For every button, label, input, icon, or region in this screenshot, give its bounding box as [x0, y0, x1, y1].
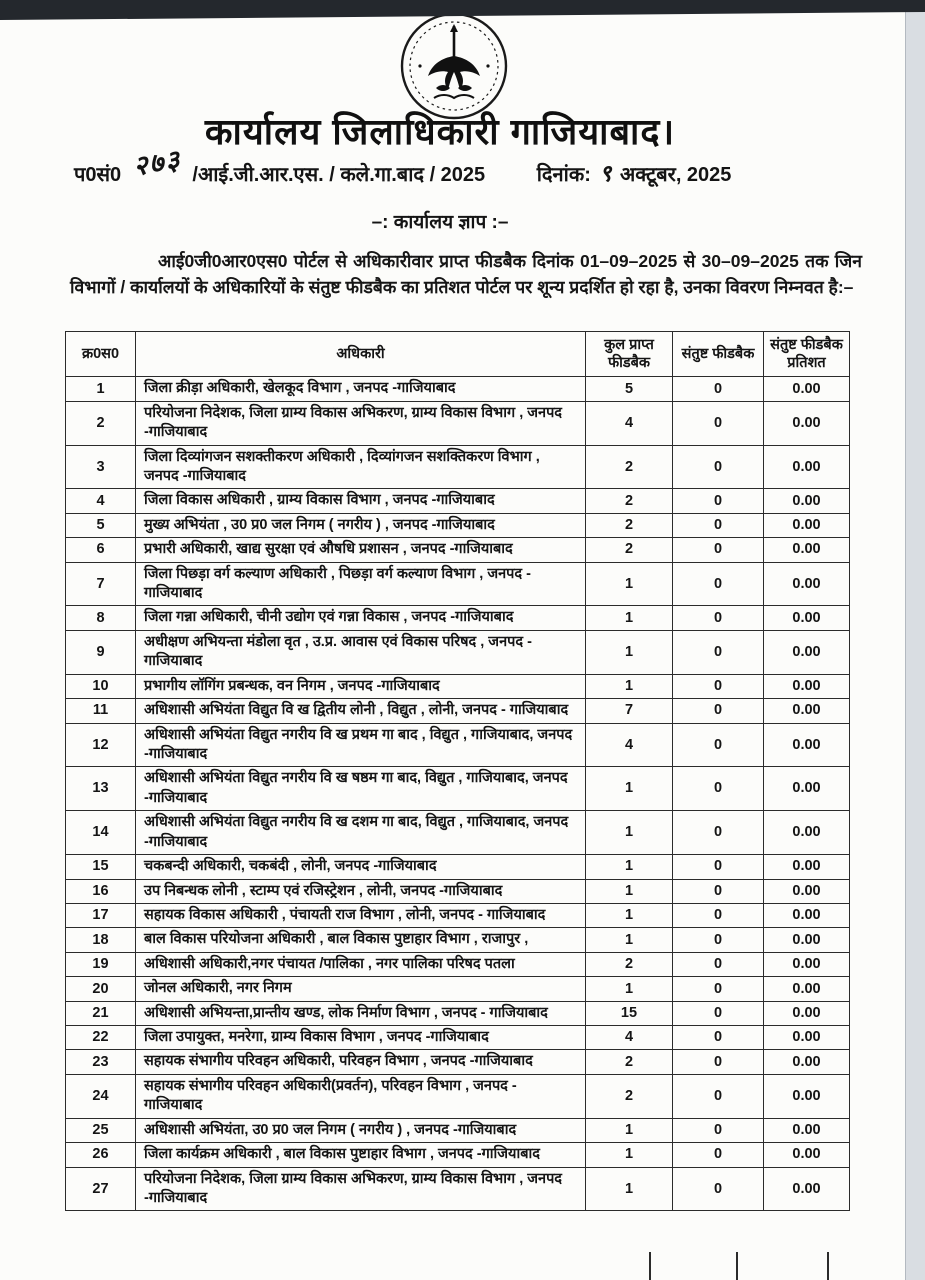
ref-suffix: /आई.जी.आर.एस. / कले.गा.बाद / 2025 [192, 164, 486, 186]
date-label: दिनांक: [536, 164, 591, 186]
table-row [66, 513, 850, 537]
cell-total-feedback: 2 [586, 489, 673, 513]
cell-officer: बाल विकास परियोजना अधिकारी , बाल विकास पुष्टाहार विभाग , राजापुर , [136, 928, 586, 952]
intro-paragraph: आई0जी0आर0एस0 पोर्टल से अधिकारीवार प्राप्त फीडबैक दिनांक 01–09–2025 से 30–09–2025 तक जिन विभागों / कार्यालयों के अधिकारियों के संतुष्ट फीडबैक का प्रतिशत पोर्टल पर शून्य प्रदर्शित हो रहा है, उनका विवरण निम्नवत है:– [70, 251, 862, 298]
cell-serial: 11 [66, 699, 136, 723]
cell-total-feedback: 1 [586, 903, 673, 927]
cell-satisfied-feedback: 0 [673, 879, 764, 903]
cell-satisfied-feedback: 0 [673, 811, 764, 855]
reference-line [74, 144, 864, 189]
header-total-feedback: कुल प्राप्त फीडबैक [586, 332, 673, 377]
cell-total-feedback: 5 [586, 377, 673, 401]
header-serial: क्र0स0 [66, 332, 136, 377]
cell-total-feedback: 2 [586, 445, 673, 489]
cell-officer: सहायक संभागीय परिवहन अधिकारी(प्रवर्तन), परिवहन विभाग , जनपद - गाजियाबाद [136, 1074, 586, 1118]
table-row [66, 489, 850, 513]
cell-serial: 9 [66, 630, 136, 674]
cell-serial: 26 [66, 1143, 136, 1167]
cell-officer: अधिशासी अभियंता विद्युत नगरीय वि ख प्रथम गा बाद , विद्युत , गाजियाबाद, जनपद -गाजियाबाद [136, 723, 586, 767]
table-row [66, 928, 850, 952]
cell-satisfied-percent: 0.00 [764, 1026, 850, 1050]
cell-satisfied-feedback: 0 [673, 674, 764, 698]
cell-total-feedback: 1 [586, 674, 673, 698]
cell-officer: जिला कार्यक्रम अधिकारी , बाल विकास पुष्टाहार विभाग , जनपद -गाजियाबाद [136, 1143, 586, 1167]
cell-officer: प्रभारी अधिकारी, खाद्य सुरक्षा एवं औषधि प्रशासन , जनपद -गाजियाबाद [136, 538, 586, 562]
cell-officer: अधिशासी अभियंता, उ0 प्र0 जल निगम ( नगरीय ) , जनपद -गाजियाबाद [136, 1118, 586, 1142]
cell-total-feedback: 15 [586, 1001, 673, 1025]
cell-satisfied-feedback: 0 [673, 977, 764, 1001]
cell-satisfied-feedback: 0 [673, 1026, 764, 1050]
table-row [66, 1167, 850, 1211]
table-row [66, 879, 850, 903]
cell-serial: 21 [66, 1001, 136, 1025]
cell-officer: अधिशासी अभियन्ता,प्रान्तीय खण्ड, लोक निर्माण विभाग , जनपद - गाजियाबाद [136, 1001, 586, 1025]
cell-satisfied-percent: 0.00 [764, 903, 850, 927]
table-row [66, 903, 850, 927]
cell-officer: जिला पिछड़ा वर्ग कल्याण अधिकारी , पिछड़ा वर्ग कल्याण विभाग , जनपद - गाजियाबाद [136, 562, 586, 606]
cell-serial: 20 [66, 977, 136, 1001]
cell-satisfied-percent: 0.00 [764, 674, 850, 698]
cell-satisfied-feedback: 0 [673, 401, 764, 445]
table-header-row [66, 332, 850, 377]
cell-serial: 19 [66, 952, 136, 976]
cell-officer: चकबन्दी अधिकारी, चकबंदी , लोनी, जनपद -गाजियाबाद [136, 855, 586, 879]
cell-officer: जोनल अधिकारी, नगर निगम [136, 977, 586, 1001]
table-row [66, 1074, 850, 1118]
cell-total-feedback: 4 [586, 723, 673, 767]
feedback-table-body [66, 377, 850, 1211]
cell-officer: परियोजना निदेशक, जिला ग्राम्य विकास अभिकरण, ग्राम्य विकास विभाग , जनपद -गाजियाबाद [136, 1167, 586, 1211]
cell-total-feedback: 2 [586, 538, 673, 562]
cell-officer: अधिशासी अधिकारी,नगर पंचायत /पालिका , नगर पालिका परिषद पतला [136, 952, 586, 976]
cell-satisfied-feedback: 0 [673, 903, 764, 927]
cell-total-feedback: 1 [586, 562, 673, 606]
cell-satisfied-percent: 0.00 [764, 699, 850, 723]
cell-officer: जिला उपायुक्त, मनरेगा, ग्राम्य विकास विभाग , जनपद -गाजियाबाद [136, 1026, 586, 1050]
table-row [66, 723, 850, 767]
table-row [66, 952, 850, 976]
cell-satisfied-percent: 0.00 [764, 723, 850, 767]
cell-satisfied-feedback: 0 [673, 1167, 764, 1211]
cell-officer: परियोजना निदेशक, जिला ग्राम्य विकास अभिकरण, ग्राम्य विकास विभाग , जनपद -गाजियाबाद [136, 401, 586, 445]
cell-total-feedback: 2 [586, 1074, 673, 1118]
cell-satisfied-percent: 0.00 [764, 513, 850, 537]
table-row [66, 811, 850, 855]
cell-officer: अधिशासी अभियंता विद्युत नगरीय वि ख षष्ठम गा बाद, विद्युत , गाजियाबाद, जनपद -गाजियाबाद [136, 767, 586, 811]
table-row [66, 630, 850, 674]
cell-serial: 15 [66, 855, 136, 879]
scan-table-tail-line [827, 1252, 829, 1280]
cell-total-feedback: 7 [586, 699, 673, 723]
cell-serial: 18 [66, 928, 136, 952]
cell-satisfied-feedback: 0 [673, 1050, 764, 1074]
cell-satisfied-feedback: 0 [673, 377, 764, 401]
cell-satisfied-percent: 0.00 [764, 928, 850, 952]
cell-serial: 12 [66, 723, 136, 767]
cell-total-feedback: 1 [586, 811, 673, 855]
scan-right-edge [905, 6, 925, 1280]
cell-satisfied-percent: 0.00 [764, 1050, 850, 1074]
cell-officer: जिला दिव्यांगजन सशक्तीकरण अधिकारी , दिव्यांगजन सशक्तिकरण विभाग , जनपद -गाजियाबाद [136, 445, 586, 489]
cell-serial: 3 [66, 445, 136, 489]
table-row [66, 1050, 850, 1074]
cell-satisfied-percent: 0.00 [764, 977, 850, 1001]
cell-satisfied-feedback: 0 [673, 630, 764, 674]
cell-serial: 5 [66, 513, 136, 537]
cell-total-feedback: 2 [586, 513, 673, 537]
table-row [66, 562, 850, 606]
cell-satisfied-feedback: 0 [673, 723, 764, 767]
cell-satisfied-percent: 0.00 [764, 811, 850, 855]
cell-satisfied-feedback: 0 [673, 538, 764, 562]
table-row [66, 538, 850, 562]
header-satisfied-percent: संतुष्ट फीडबैक प्रतिशत [764, 332, 850, 377]
cell-satisfied-feedback: 0 [673, 1143, 764, 1167]
ref-number-handwritten: २७३ [130, 144, 184, 183]
cell-total-feedback: 1 [586, 767, 673, 811]
cell-satisfied-percent: 0.00 [764, 1143, 850, 1167]
cell-officer: जिला विकास अधिकारी , ग्राम्य विकास विभाग , जनपद -गाजियाबाद [136, 489, 586, 513]
cell-total-feedback: 1 [586, 630, 673, 674]
cell-serial: 16 [66, 879, 136, 903]
table-row [66, 1143, 850, 1167]
cell-satisfied-percent: 0.00 [764, 630, 850, 674]
cell-satisfied-feedback: 0 [673, 489, 764, 513]
cell-serial: 10 [66, 674, 136, 698]
cell-satisfied-percent: 0.00 [764, 562, 850, 606]
cell-satisfied-percent: 0.00 [764, 377, 850, 401]
cell-total-feedback: 4 [586, 1026, 673, 1050]
cell-officer: जिला क्रीड़ा अधिकारी, खेलकूद विभाग , जनपद -गाजियाबाद [136, 377, 586, 401]
cell-satisfied-percent: 0.00 [764, 767, 850, 811]
cell-satisfied-feedback: 0 [673, 855, 764, 879]
table-row [66, 1001, 850, 1025]
cell-total-feedback: 1 [586, 879, 673, 903]
table-row [66, 1026, 850, 1050]
cell-total-feedback: 1 [586, 606, 673, 630]
header-satisfied-feedback: संतुष्ट फीडबैक [673, 332, 764, 377]
office-title: कार्यालय जिलाधिकारी गाजियाबाद। [204, 111, 676, 152]
cell-officer: मुख्य अभियंता , उ0 प्र0 जल निगम ( नगरीय ) , जनपद -गाजियाबाद [136, 513, 586, 537]
table-row [66, 377, 850, 401]
cell-satisfied-percent: 0.00 [764, 1167, 850, 1211]
cell-officer: प्रभागीय लॉगिंग प्रबन्धक, वन निगम , जनपद -गाजियाबाद [136, 674, 586, 698]
cell-total-feedback: 1 [586, 1167, 673, 1211]
cell-serial: 25 [66, 1118, 136, 1142]
cell-officer: अधिशासी अभियंता विद्युत वि ख द्वितीय लोनी , विद्युत , लोनी, जनपद - गाजियाबाद [136, 699, 586, 723]
cell-satisfied-feedback: 0 [673, 952, 764, 976]
cell-satisfied-feedback: 0 [673, 562, 764, 606]
cell-serial: 24 [66, 1074, 136, 1118]
cell-satisfied-feedback: 0 [673, 606, 764, 630]
cell-officer: सहायक विकास अधिकारी , पंचायती राज विभाग , लोनी, जनपद - गाजियाबाद [136, 903, 586, 927]
scan-table-tail-line [736, 1252, 738, 1280]
cell-total-feedback: 2 [586, 1050, 673, 1074]
cell-satisfied-percent: 0.00 [764, 855, 850, 879]
header-officer: अधिकारी [136, 332, 586, 377]
table-row [66, 445, 850, 489]
table-row [66, 767, 850, 811]
cell-officer: सहायक संभागीय परिवहन अधिकारी, परिवहन विभाग , जनपद -गाजियाबाद [136, 1050, 586, 1074]
scan-table-tail-line [649, 1252, 651, 1280]
cell-officer: उप निबन्धक लोनी , स्टाम्प एवं रजिस्ट्रेशन , लोनी, जनपद -गाजियाबाद [136, 879, 586, 903]
cell-serial: 17 [66, 903, 136, 927]
cell-satisfied-feedback: 0 [673, 928, 764, 952]
table-row [66, 674, 850, 698]
cell-serial: 23 [66, 1050, 136, 1074]
table-row [66, 401, 850, 445]
table-row [66, 977, 850, 1001]
cell-total-feedback: 1 [586, 977, 673, 1001]
cell-serial: 7 [66, 562, 136, 606]
cell-total-feedback: 2 [586, 952, 673, 976]
cell-total-feedback: 1 [586, 855, 673, 879]
cell-total-feedback: 1 [586, 1143, 673, 1167]
cell-satisfied-percent: 0.00 [764, 879, 850, 903]
cell-satisfied-percent: 0.00 [764, 606, 850, 630]
cell-serial: 27 [66, 1167, 136, 1211]
date-day-handwritten: ९ [599, 160, 612, 187]
cell-total-feedback: 1 [586, 928, 673, 952]
cell-satisfied-feedback: 0 [673, 767, 764, 811]
cell-satisfied-percent: 0.00 [764, 445, 850, 489]
cell-satisfied-feedback: 0 [673, 1074, 764, 1118]
cell-satisfied-percent: 0.00 [764, 489, 850, 513]
cell-total-feedback: 1 [586, 1118, 673, 1142]
cell-satisfied-percent: 0.00 [764, 538, 850, 562]
date-rest: अक्टूबर, 2025 [619, 164, 732, 186]
cell-total-feedback: 4 [586, 401, 673, 445]
cell-satisfied-percent: 0.00 [764, 952, 850, 976]
cell-satisfied-feedback: 0 [673, 1118, 764, 1142]
cell-serial: 14 [66, 811, 136, 855]
cell-serial: 8 [66, 606, 136, 630]
cell-serial: 2 [66, 401, 136, 445]
cell-satisfied-percent: 0.00 [764, 1118, 850, 1142]
table-row [66, 855, 850, 879]
table-row [66, 699, 850, 723]
cell-satisfied-feedback: 0 [673, 699, 764, 723]
cell-serial: 4 [66, 489, 136, 513]
cell-serial: 22 [66, 1026, 136, 1050]
memo-heading: –: कार्यालय ज्ञाप :– [371, 212, 509, 233]
table-row [66, 1118, 850, 1142]
table-row [66, 606, 850, 630]
feedback-table [65, 331, 850, 1211]
cell-serial: 6 [66, 538, 136, 562]
cell-satisfied-percent: 0.00 [764, 1074, 850, 1118]
cell-satisfied-feedback: 0 [673, 513, 764, 537]
cell-officer: जिला गन्ना अधिकारी, चीनी उद्योग एवं गन्ना विकास , जनपद -गाजियाबाद [136, 606, 586, 630]
cell-satisfied-feedback: 0 [673, 445, 764, 489]
cell-officer: अधीक्षण अभियन्ता मंडोला वृत , उ.प्र. आवास एवं विकास परिषद , जनपद - गाजियाबाद [136, 630, 586, 674]
cell-satisfied-percent: 0.00 [764, 1001, 850, 1025]
cell-officer: अधिशासी अभियंता विद्युत नगरीय वि ख दशम गा बाद, विद्युत , गाजियाबाद, जनपद -गाजियाबाद [136, 811, 586, 855]
cell-serial: 1 [66, 377, 136, 401]
cell-satisfied-percent: 0.00 [764, 401, 850, 445]
cell-satisfied-feedback: 0 [673, 1001, 764, 1025]
ref-prefix: प0सं0 [74, 164, 122, 186]
cell-serial: 13 [66, 767, 136, 811]
